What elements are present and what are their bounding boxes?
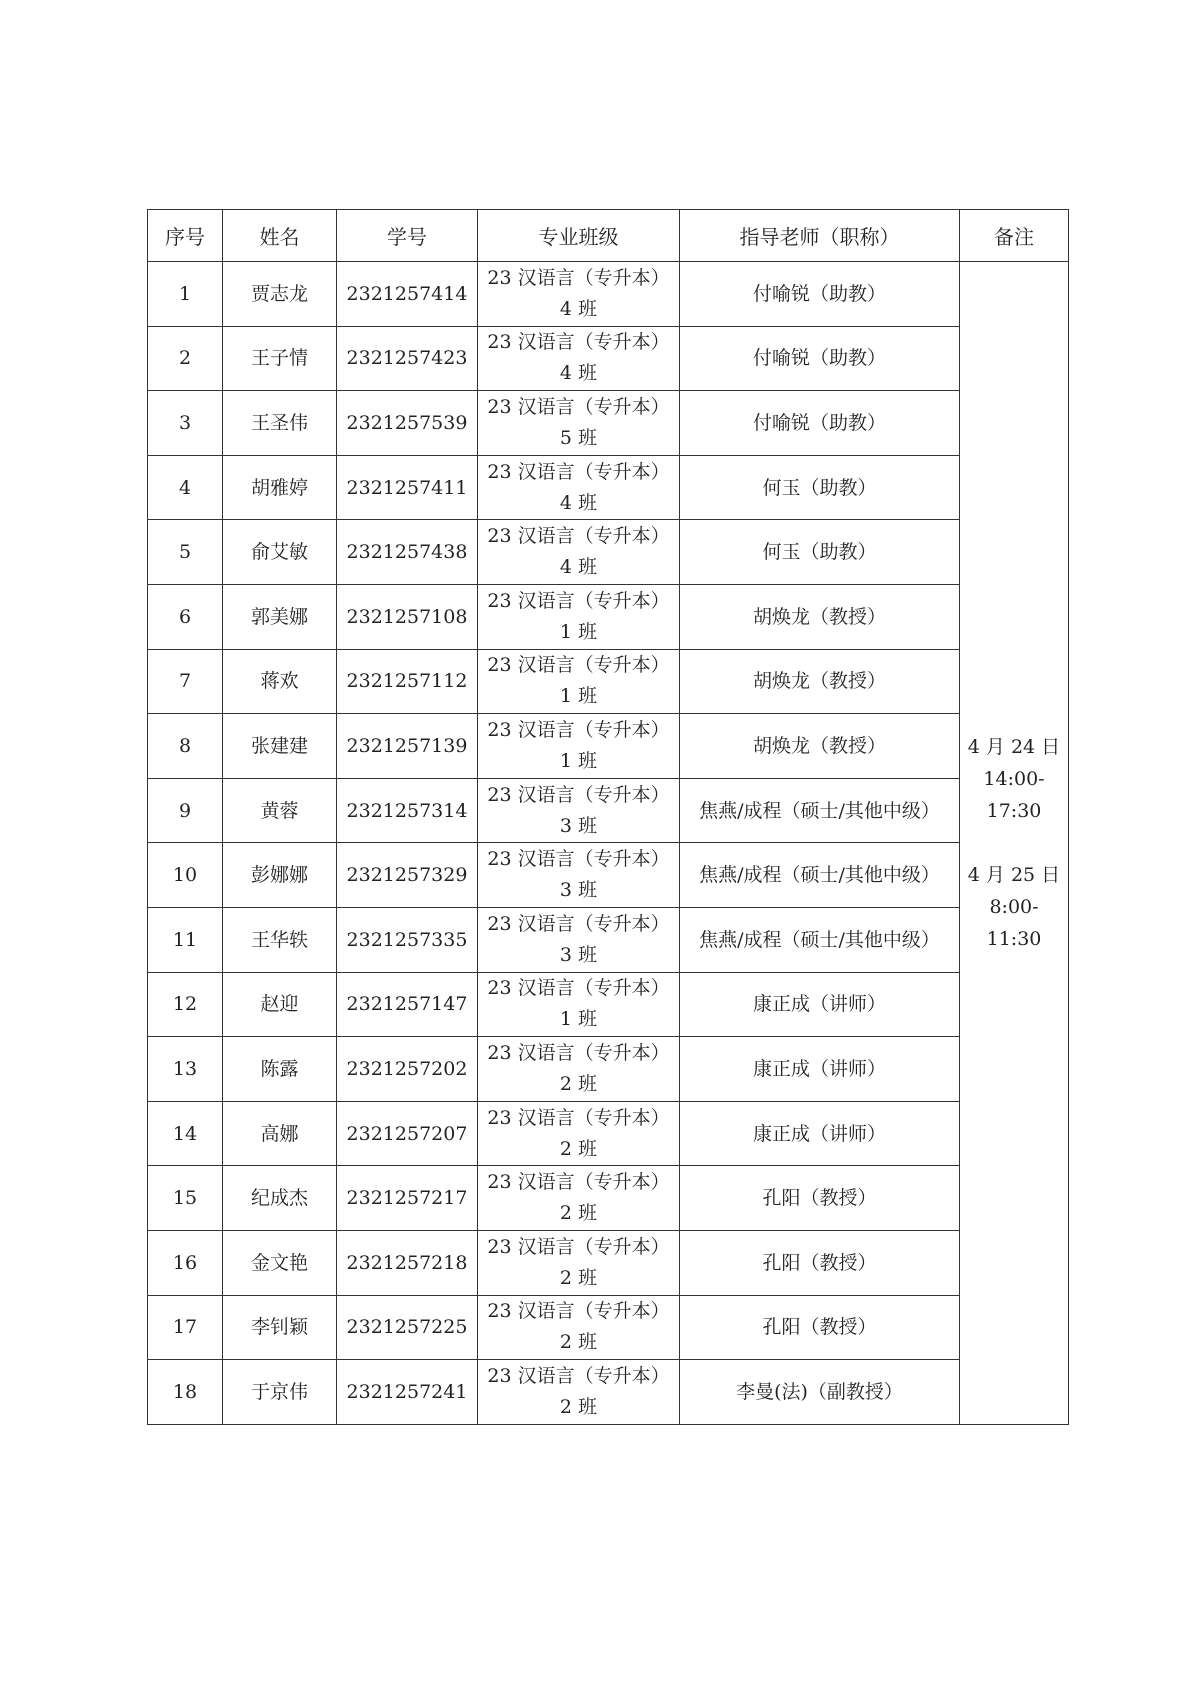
cell-class [478, 1037, 680, 1102]
cell-teacher: 付喻锐（助教） [680, 326, 960, 391]
class-line-1: 23 汉语言（专升本） [487, 783, 670, 806]
class-line-2: 2 班 [559, 1395, 598, 1418]
table-row [148, 584, 1069, 649]
cell-teacher: 胡焕龙（教授） [680, 649, 960, 714]
cell-teacher: 焦燕/成程（硕士/其他中级） [680, 907, 960, 972]
cell-teacher: 康正成（讲师） [680, 972, 960, 1037]
note-line4: 4 月 25 日 [967, 863, 1061, 886]
cell-teacher: 胡焕龙（教授） [680, 714, 960, 779]
cell-seq: 12 [148, 972, 223, 1037]
cell-student-id: 2321257314 [337, 778, 478, 843]
class-line-1: 23 汉语言（专升本） [487, 1106, 670, 1129]
cell-name: 纪成杰 [223, 1166, 337, 1231]
cell-name: 张建建 [223, 714, 337, 779]
cell-student-id: 2321257423 [337, 326, 478, 391]
cell-seq: 6 [148, 584, 223, 649]
cell-class [478, 1360, 680, 1425]
table-row [148, 972, 1069, 1037]
cell-seq: 15 [148, 1166, 223, 1231]
class-line-2: 2 班 [559, 1331, 598, 1354]
cell-name: 陈露 [223, 1037, 337, 1102]
cell-student-id: 2321257539 [337, 391, 478, 456]
class-line-2: 1 班 [559, 620, 598, 643]
class-line-1: 23 汉语言（专升本） [487, 654, 670, 677]
cell-student-id: 2321257335 [337, 907, 478, 972]
cell-teacher: 孔阳（教授） [680, 1166, 960, 1231]
cell-name: 李钊颖 [223, 1295, 337, 1360]
cell-student-id: 2321257218 [337, 1230, 478, 1295]
cell-student-id: 2321257241 [337, 1360, 478, 1425]
cell-student-id: 2321257217 [337, 1166, 478, 1231]
cell-student-id: 2321257329 [337, 843, 478, 908]
cell-teacher: 李曼(法)（副教授） [680, 1360, 960, 1425]
class-line-2: 3 班 [559, 879, 598, 902]
class-line-2: 2 班 [559, 1072, 598, 1095]
note-spacer [962, 827, 1066, 859]
cell-seq: 8 [148, 714, 223, 779]
cell-seq: 11 [148, 907, 223, 972]
cell-student-id: 2321257438 [337, 520, 478, 585]
cell-teacher: 何玉（助教） [680, 520, 960, 585]
cell-teacher: 康正成（讲师） [680, 1101, 960, 1166]
note-line2: 14:00- [983, 767, 1045, 790]
table-row [148, 1101, 1069, 1166]
cell-class [478, 1101, 680, 1166]
cell-seq: 5 [148, 520, 223, 585]
cell-seq: 14 [148, 1101, 223, 1166]
table-row [148, 1037, 1069, 1102]
cell-student-id: 2321257112 [337, 649, 478, 714]
cell-seq: 4 [148, 455, 223, 520]
table-row [148, 778, 1069, 843]
class-line-2: 1 班 [559, 1008, 598, 1031]
class-line-1: 23 汉语言（专升本） [487, 1041, 670, 1064]
cell-note [960, 262, 1069, 1425]
header-class: 专业班级 [478, 210, 680, 262]
class-line-1: 23 汉语言（专升本） [487, 718, 670, 741]
header-teacher: 指导老师（职称） [680, 210, 960, 262]
cell-name: 王华轶 [223, 907, 337, 972]
note-line6: 11:30 [986, 927, 1042, 950]
note-line3: 17:30 [986, 799, 1042, 822]
class-line-1: 23 汉语言（专升本） [487, 589, 670, 612]
table-row [148, 1360, 1069, 1425]
cell-name: 彭娜娜 [223, 843, 337, 908]
header-note: 备注 [960, 210, 1069, 262]
cell-class [478, 391, 680, 456]
table-row [148, 843, 1069, 908]
cell-name: 贾志龙 [223, 262, 337, 327]
cell-class [478, 649, 680, 714]
class-line-1: 23 汉语言（专升本） [487, 977, 670, 1000]
cell-class [478, 714, 680, 779]
cell-student-id: 2321257411 [337, 455, 478, 520]
class-line-2: 3 班 [559, 814, 598, 837]
cell-class [478, 584, 680, 649]
cell-student-id: 2321257225 [337, 1295, 478, 1360]
cell-seq: 1 [148, 262, 223, 327]
table-header [148, 210, 1069, 262]
cell-class [478, 1295, 680, 1360]
cell-name: 于京伟 [223, 1360, 337, 1425]
cell-student-id: 2321257202 [337, 1037, 478, 1102]
cell-class [478, 843, 680, 908]
class-line-1: 23 汉语言（专升本） [487, 1171, 670, 1194]
cell-student-id: 2321257207 [337, 1101, 478, 1166]
header-seq: 序号 [148, 210, 223, 262]
cell-teacher: 付喻锐（助教） [680, 262, 960, 327]
class-line-2: 4 班 [559, 297, 598, 320]
class-line-1: 23 汉语言（专升本） [487, 912, 670, 935]
cell-class [478, 1166, 680, 1231]
header-row [148, 210, 1069, 262]
cell-class [478, 262, 680, 327]
class-line-2: 5 班 [559, 426, 598, 449]
table-row [148, 714, 1069, 779]
cell-seq: 16 [148, 1230, 223, 1295]
class-line-2: 2 班 [559, 1137, 598, 1160]
cell-name: 赵迎 [223, 972, 337, 1037]
cell-name: 金文艳 [223, 1230, 337, 1295]
cell-class [478, 778, 680, 843]
table-row [148, 649, 1069, 714]
cell-name: 俞艾敏 [223, 520, 337, 585]
class-line-1: 23 汉语言（专升本） [487, 848, 670, 871]
cell-name: 郭美娜 [223, 584, 337, 649]
cell-student-id: 2321257147 [337, 972, 478, 1037]
table-row [148, 326, 1069, 391]
cell-name: 王子情 [223, 326, 337, 391]
class-line-2: 4 班 [559, 556, 598, 579]
table-row [148, 1230, 1069, 1295]
cell-class [478, 455, 680, 520]
cell-class [478, 326, 680, 391]
cell-student-id: 2321257139 [337, 714, 478, 779]
table-row [148, 1295, 1069, 1360]
cell-seq: 17 [148, 1295, 223, 1360]
cell-student-id: 2321257414 [337, 262, 478, 327]
cell-teacher: 何玉（助教） [680, 455, 960, 520]
table-row [148, 520, 1069, 585]
class-line-1: 23 汉语言（专升本） [487, 525, 670, 548]
table-body [148, 262, 1069, 1425]
table-row [148, 455, 1069, 520]
header-student-id: 学号 [337, 210, 478, 262]
cell-name: 高娜 [223, 1101, 337, 1166]
cell-class [478, 972, 680, 1037]
cell-seq: 10 [148, 843, 223, 908]
class-line-2: 4 班 [559, 362, 598, 385]
class-line-2: 1 班 [559, 685, 598, 708]
cell-teacher: 胡焕龙（教授） [680, 584, 960, 649]
header-name: 姓名 [223, 210, 337, 262]
class-line-1: 23 汉语言（专升本） [487, 1300, 670, 1323]
cell-seq: 9 [148, 778, 223, 843]
class-line-2: 1 班 [559, 749, 598, 772]
cell-teacher: 康正成（讲师） [680, 1037, 960, 1102]
class-line-1: 23 汉语言（专升本） [487, 1364, 670, 1387]
table-row [148, 262, 1069, 327]
cell-name: 蒋欢 [223, 649, 337, 714]
cell-student-id: 2321257108 [337, 584, 478, 649]
cell-seq: 13 [148, 1037, 223, 1102]
cell-name: 黄蓉 [223, 778, 337, 843]
cell-class [478, 907, 680, 972]
cell-class [478, 520, 680, 585]
table-row [148, 907, 1069, 972]
note-line5: 8:00- [989, 895, 1039, 918]
class-line-2: 4 班 [559, 491, 598, 514]
cell-name: 胡雅婷 [223, 455, 337, 520]
cell-teacher: 焦燕/成程（硕士/其他中级） [680, 843, 960, 908]
cell-class [478, 1230, 680, 1295]
class-line-1: 23 汉语言（专升本） [487, 460, 670, 483]
class-line-2: 3 班 [559, 943, 598, 966]
class-line-1: 23 汉语言（专升本） [487, 1235, 670, 1258]
cell-teacher: 焦燕/成程（硕士/其他中级） [680, 778, 960, 843]
cell-seq: 18 [148, 1360, 223, 1425]
cell-teacher: 付喻锐（助教） [680, 391, 960, 456]
cell-seq: 2 [148, 326, 223, 391]
note-line1: 4 月 24 日 [967, 735, 1061, 758]
cell-seq: 7 [148, 649, 223, 714]
cell-teacher: 孔阳（教授） [680, 1230, 960, 1295]
class-line-1: 23 汉语言（专升本） [487, 266, 670, 289]
class-line-1: 23 汉语言（专升本） [487, 331, 670, 354]
class-line-2: 2 班 [559, 1266, 598, 1289]
class-line-1: 23 汉语言（专升本） [487, 395, 670, 418]
class-line-2: 2 班 [559, 1202, 598, 1225]
cell-teacher: 孔阳（教授） [680, 1295, 960, 1360]
table-row [148, 1166, 1069, 1231]
cell-seq: 3 [148, 391, 223, 456]
roster-table [147, 209, 1069, 1425]
table-row [148, 391, 1069, 456]
cell-name: 王圣伟 [223, 391, 337, 456]
